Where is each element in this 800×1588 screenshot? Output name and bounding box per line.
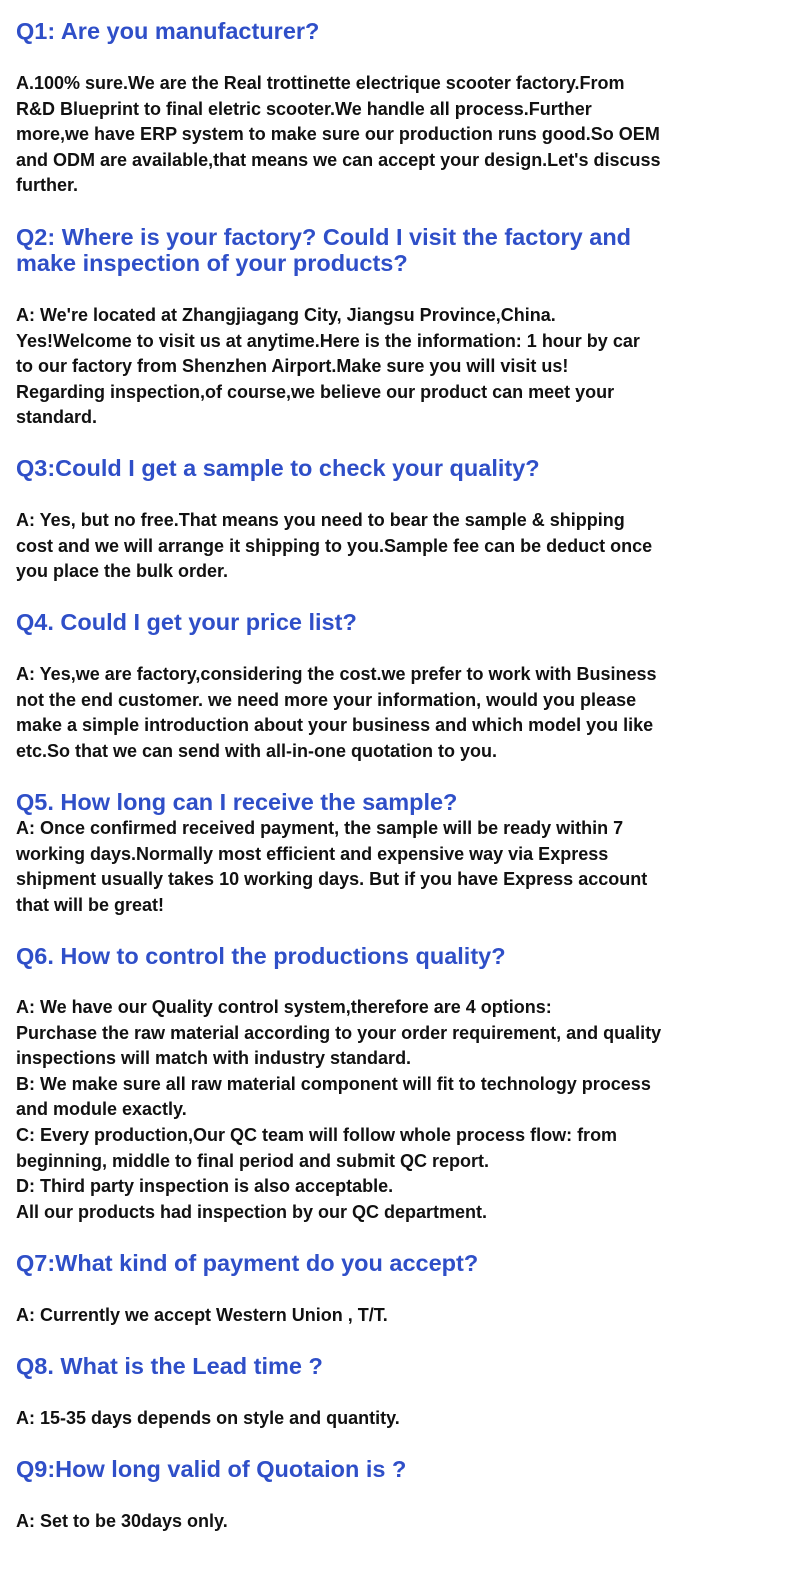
- answer-line: D: Third party inspection is also acceptable.: [16, 1176, 394, 1197]
- question-line: Q2: Where is your factory? Could I visit the factory and: [16, 224, 632, 250]
- faq-answer-6: [16, 995, 786, 1225]
- answer-line: Regarding inspection,of course,we believe our product can meet your: [16, 381, 615, 402]
- faq-question-1: Q1: Are you manufacturer?: [16, 18, 320, 44]
- answer-line: B: We make sure all raw material component will fit to technology process: [16, 1073, 651, 1094]
- faq-answer-2: [16, 303, 786, 431]
- answer-line: A: Set to be 30days only.: [16, 1511, 228, 1531]
- faq-question-3: Q3:Could I get a sample to check your quality?: [16, 455, 540, 481]
- answer-line: A: Once confirmed received payment, the sample will be ready within 7: [16, 818, 624, 838]
- answer-line: All our products had inspection by our QC department.: [16, 1201, 488, 1222]
- faq-answer-3: [16, 508, 786, 585]
- answer-line: to our factory from Shenzhen Airport.Make sure you will visit us!: [16, 356, 569, 377]
- faq-question-6: Q6. How to control the productions quality?: [16, 943, 506, 969]
- answer-line: more,we have ERP system to make sure our production runs good.So OEM: [16, 124, 660, 145]
- answer-line: A.100% sure.We are the Real trottinette electrique scooter factory.From: [16, 73, 625, 93]
- faq-answer-4: [16, 662, 786, 764]
- faq-answer-1: [16, 71, 786, 199]
- answer-line: A: Currently we accept Western Union , T/T.: [16, 1305, 388, 1325]
- faq-question-4: Q4. Could I get your price list?: [16, 609, 357, 635]
- answer-line: that will be great!: [16, 894, 165, 915]
- answer-line: you place the bulk order.: [16, 561, 229, 582]
- faq-question-9: Q9:How long valid of Quotaion is ?: [16, 1456, 407, 1482]
- faq-question-2: [16, 224, 786, 276]
- answer-line: and ODM are available,that means we can accept your design.Let's discuss: [16, 149, 661, 170]
- faq-question-5: Q5. How long can I receive the sample?: [16, 789, 458, 815]
- faq-answer-9: [16, 1509, 786, 1535]
- answer-line: and module exactly.: [16, 1099, 187, 1120]
- answer-line: standard.: [16, 407, 98, 428]
- answer-line: Purchase the raw material according to your order requirement, and quality: [16, 1022, 662, 1043]
- answer-line: make a simple introduction about your business and which model you like: [16, 715, 654, 736]
- faq-answer-5: [16, 816, 786, 918]
- answer-line: not the end customer. we need more your information, would you please: [16, 689, 637, 710]
- answer-line: A: We're located at Zhangjiagang City, Jiangsu Province,China.: [16, 305, 556, 325]
- answer-line: A: 15-35 days depends on style and quantity.: [16, 1408, 400, 1428]
- answer-line: etc.So that we can send with all-in-one quotation to you.: [16, 740, 498, 761]
- faq-question-8: Q8. What is the Lead time ?: [16, 1353, 323, 1379]
- faq-question-7: Q7:What kind of payment do you accept?: [16, 1250, 479, 1276]
- answer-line: beginning, middle to final period and submit QC report.: [16, 1150, 490, 1171]
- answer-line: C: Every production,Our QC team will follow whole process flow: from: [16, 1124, 618, 1145]
- answer-line: working days.Normally most efficient and expensive way via Express: [16, 843, 609, 864]
- answer-line: inspections will match with industry standard.: [16, 1048, 412, 1069]
- answer-line: further.: [16, 175, 79, 196]
- answer-line: A: Yes, but no free.That means you need to bear the sample & shipping: [16, 510, 625, 530]
- answer-line: Yes!Welcome to visit us at anytime.Here is the information: 1 hour by car: [16, 330, 640, 351]
- faq-answer-8: [16, 1406, 786, 1432]
- answer-line: cost and we will arrange it shipping to you.Sample fee can be deduct once: [16, 535, 653, 556]
- answer-line: shipment usually takes 10 working days. But if you have Express account: [16, 869, 648, 890]
- answer-line: A: We have our Quality control system,therefore are 4 options:: [16, 997, 552, 1017]
- answer-line: A: Yes,we are factory,considering the cost.we prefer to work with Business: [16, 664, 657, 684]
- answer-line: R&D Blueprint to final eletric scooter.We handle all process.Further: [16, 98, 592, 119]
- question-line: make inspection of your products?: [16, 250, 408, 276]
- faq-answer-7: [16, 1303, 786, 1329]
